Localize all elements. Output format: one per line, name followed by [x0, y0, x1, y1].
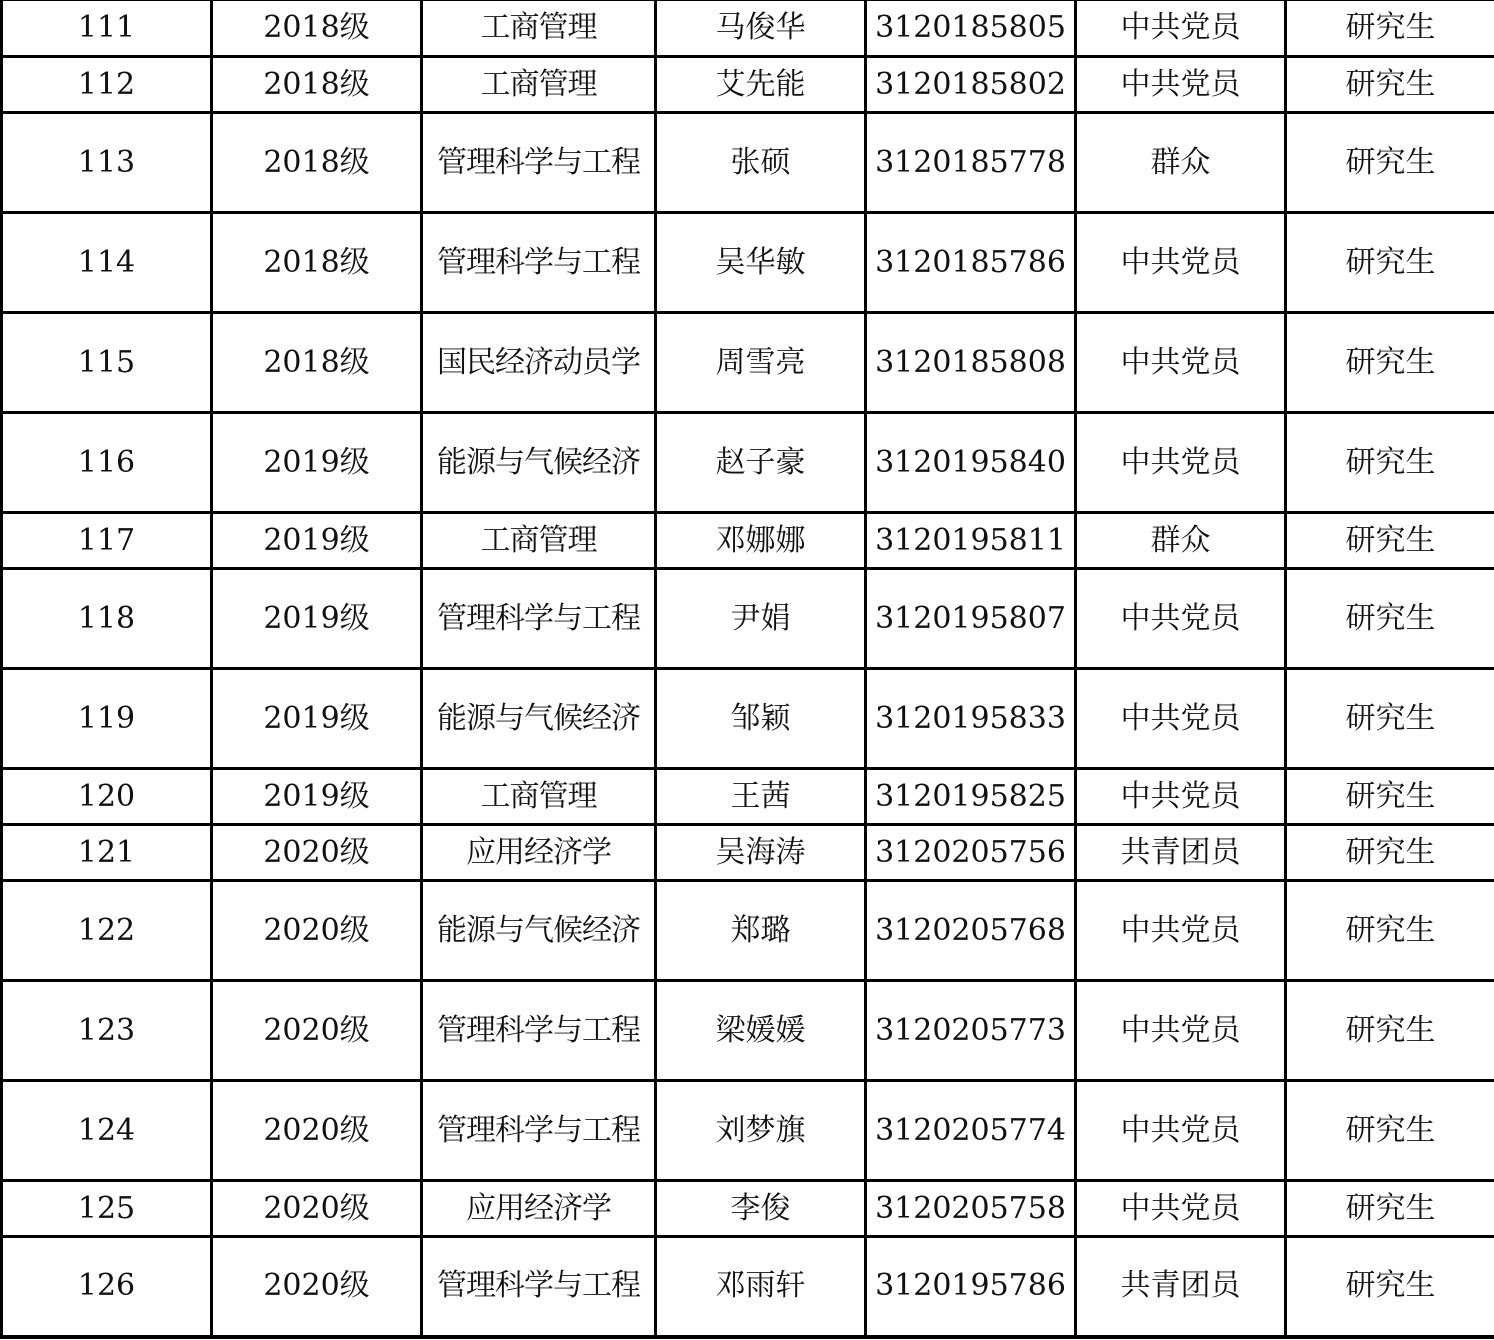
degree-level-cell: 研究生	[1286, 669, 1494, 769]
major-cell: 工商管理	[422, 57, 656, 113]
student-name-cell: 吴海涛	[656, 825, 866, 881]
student-name-cell: 刘梦旗	[656, 1081, 866, 1181]
student-name-cell: 吴华敏	[656, 213, 866, 313]
grade-cell: 2020级	[212, 1181, 422, 1237]
student-id-cell: 3120185786	[866, 213, 1076, 313]
student-name-cell: 张硕	[656, 113, 866, 213]
major-cell: 应用经济学	[422, 1181, 656, 1237]
grade-cell: 2018级	[212, 1, 422, 57]
table-row	[2, 1081, 1494, 1181]
grade-cell: 2020级	[212, 881, 422, 981]
major-cell: 应用经济学	[422, 825, 656, 881]
political-status-cell: 共青团员	[1076, 825, 1286, 881]
row-number-cell: 116	[2, 413, 212, 513]
grade-cell: 2020级	[212, 825, 422, 881]
table-row	[2, 669, 1494, 769]
table-row	[2, 413, 1494, 513]
political-status-cell: 中共党员	[1076, 313, 1286, 413]
student-name-cell: 赵子豪	[656, 413, 866, 513]
student-id-cell: 3120205774	[866, 1081, 1076, 1181]
major-cell: 能源与气候经济	[422, 413, 656, 513]
student-id-cell: 3120185802	[866, 57, 1076, 113]
row-number-cell: 125	[2, 1181, 212, 1237]
political-status-cell: 共青团员	[1076, 1237, 1286, 1337]
major-cell: 管理科学与工程	[422, 1237, 656, 1337]
degree-level-cell: 研究生	[1286, 413, 1494, 513]
row-number-cell: 123	[2, 981, 212, 1081]
political-status-cell: 中共党员	[1076, 669, 1286, 769]
political-status-cell: 中共党员	[1076, 769, 1286, 825]
student-id-cell: 3120185778	[866, 113, 1076, 213]
student-name-cell: 郑璐	[656, 881, 866, 981]
student-id-cell: 3120195833	[866, 669, 1076, 769]
table-row	[2, 113, 1494, 213]
degree-level-cell: 研究生	[1286, 881, 1494, 981]
grade-cell: 2019级	[212, 413, 422, 513]
grade-cell: 2020级	[212, 1081, 422, 1181]
political-status-cell: 中共党员	[1076, 881, 1286, 981]
degree-level-cell: 研究生	[1286, 1, 1494, 57]
degree-level-cell: 研究生	[1286, 213, 1494, 313]
student-id-cell: 3120205768	[866, 881, 1076, 981]
student-name-cell: 梁媛媛	[656, 981, 866, 1081]
student-id-cell: 3120195811	[866, 513, 1076, 569]
political-status-cell: 中共党员	[1076, 569, 1286, 669]
major-cell: 管理科学与工程	[422, 981, 656, 1081]
table-row	[2, 1181, 1494, 1237]
student-id-cell: 3120195807	[866, 569, 1076, 669]
row-number-cell: 120	[2, 769, 212, 825]
student-name-cell: 邓雨轩	[656, 1237, 866, 1337]
student-id-cell: 3120195825	[866, 769, 1076, 825]
student-id-cell: 3120205756	[866, 825, 1076, 881]
student-id-cell: 3120205773	[866, 981, 1076, 1081]
degree-level-cell: 研究生	[1286, 1181, 1494, 1237]
table-row	[2, 981, 1494, 1081]
political-status-cell: 群众	[1076, 113, 1286, 213]
student-id-cell: 3120195840	[866, 413, 1076, 513]
student-id-cell: 3120185805	[866, 1, 1076, 57]
degree-level-cell: 研究生	[1286, 513, 1494, 569]
student-id-cell: 3120195786	[866, 1237, 1076, 1337]
major-cell: 管理科学与工程	[422, 569, 656, 669]
major-cell: 能源与气候经济	[422, 669, 656, 769]
student-name-cell: 艾先能	[656, 57, 866, 113]
political-status-cell: 中共党员	[1076, 1081, 1286, 1181]
table-row	[2, 1, 1494, 57]
degree-level-cell: 研究生	[1286, 981, 1494, 1081]
grade-cell: 2018级	[212, 113, 422, 213]
grade-cell: 2018级	[212, 313, 422, 413]
row-number-cell: 112	[2, 57, 212, 113]
row-number-cell: 124	[2, 1081, 212, 1181]
political-status-cell: 中共党员	[1076, 413, 1286, 513]
grade-cell: 2019级	[212, 669, 422, 769]
table-row	[2, 313, 1494, 413]
major-cell: 管理科学与工程	[422, 213, 656, 313]
degree-level-cell: 研究生	[1286, 57, 1494, 113]
row-number-cell: 126	[2, 1237, 212, 1337]
row-number-cell: 114	[2, 213, 212, 313]
student-name-cell: 邹颖	[656, 669, 866, 769]
student-name-cell: 王茜	[656, 769, 866, 825]
roster-body	[2, 1, 1494, 1337]
grade-cell: 2019级	[212, 569, 422, 669]
table-row	[2, 1237, 1494, 1337]
degree-level-cell: 研究生	[1286, 769, 1494, 825]
row-number-cell: 115	[2, 313, 212, 413]
grade-cell: 2018级	[212, 213, 422, 313]
political-status-cell: 中共党员	[1076, 213, 1286, 313]
table-row	[2, 57, 1494, 113]
student-name-cell: 马俊华	[656, 1, 866, 57]
row-number-cell: 121	[2, 825, 212, 881]
major-cell: 工商管理	[422, 1, 656, 57]
table-row	[2, 513, 1494, 569]
major-cell: 工商管理	[422, 513, 656, 569]
grade-cell: 2019级	[212, 513, 422, 569]
student-name-cell: 尹娟	[656, 569, 866, 669]
major-cell: 管理科学与工程	[422, 1081, 656, 1181]
degree-level-cell: 研究生	[1286, 825, 1494, 881]
grade-cell: 2020级	[212, 1237, 422, 1337]
degree-level-cell: 研究生	[1286, 1237, 1494, 1337]
political-status-cell: 中共党员	[1076, 57, 1286, 113]
degree-level-cell: 研究生	[1286, 569, 1494, 669]
major-cell: 国民经济动员学	[422, 313, 656, 413]
row-number-cell: 122	[2, 881, 212, 981]
student-name-cell: 李俊	[656, 1181, 866, 1237]
degree-level-cell: 研究生	[1286, 113, 1494, 213]
row-number-cell: 113	[2, 113, 212, 213]
political-status-cell: 中共党员	[1076, 981, 1286, 1081]
table-row	[2, 569, 1494, 669]
student-name-cell: 邓娜娜	[656, 513, 866, 569]
grade-cell: 2019级	[212, 769, 422, 825]
student-id-cell: 3120205758	[866, 1181, 1076, 1237]
grade-cell: 2020级	[212, 981, 422, 1081]
student-name-cell: 周雪亮	[656, 313, 866, 413]
major-cell: 能源与气候经济	[422, 881, 656, 981]
table-row	[2, 881, 1494, 981]
table-row	[2, 213, 1494, 313]
major-cell: 管理科学与工程	[422, 113, 656, 213]
row-number-cell: 117	[2, 513, 212, 569]
row-number-cell: 118	[2, 569, 212, 669]
degree-level-cell: 研究生	[1286, 313, 1494, 413]
degree-level-cell: 研究生	[1286, 1081, 1494, 1181]
student-id-cell: 3120185808	[866, 313, 1076, 413]
row-number-cell: 111	[2, 1, 212, 57]
table-row	[2, 825, 1494, 881]
row-number-cell: 119	[2, 669, 212, 769]
table-row	[2, 769, 1494, 825]
political-status-cell: 中共党员	[1076, 1181, 1286, 1237]
grade-cell: 2018级	[212, 57, 422, 113]
political-status-cell: 群众	[1076, 513, 1286, 569]
political-status-cell: 中共党员	[1076, 1, 1286, 57]
major-cell: 工商管理	[422, 769, 656, 825]
